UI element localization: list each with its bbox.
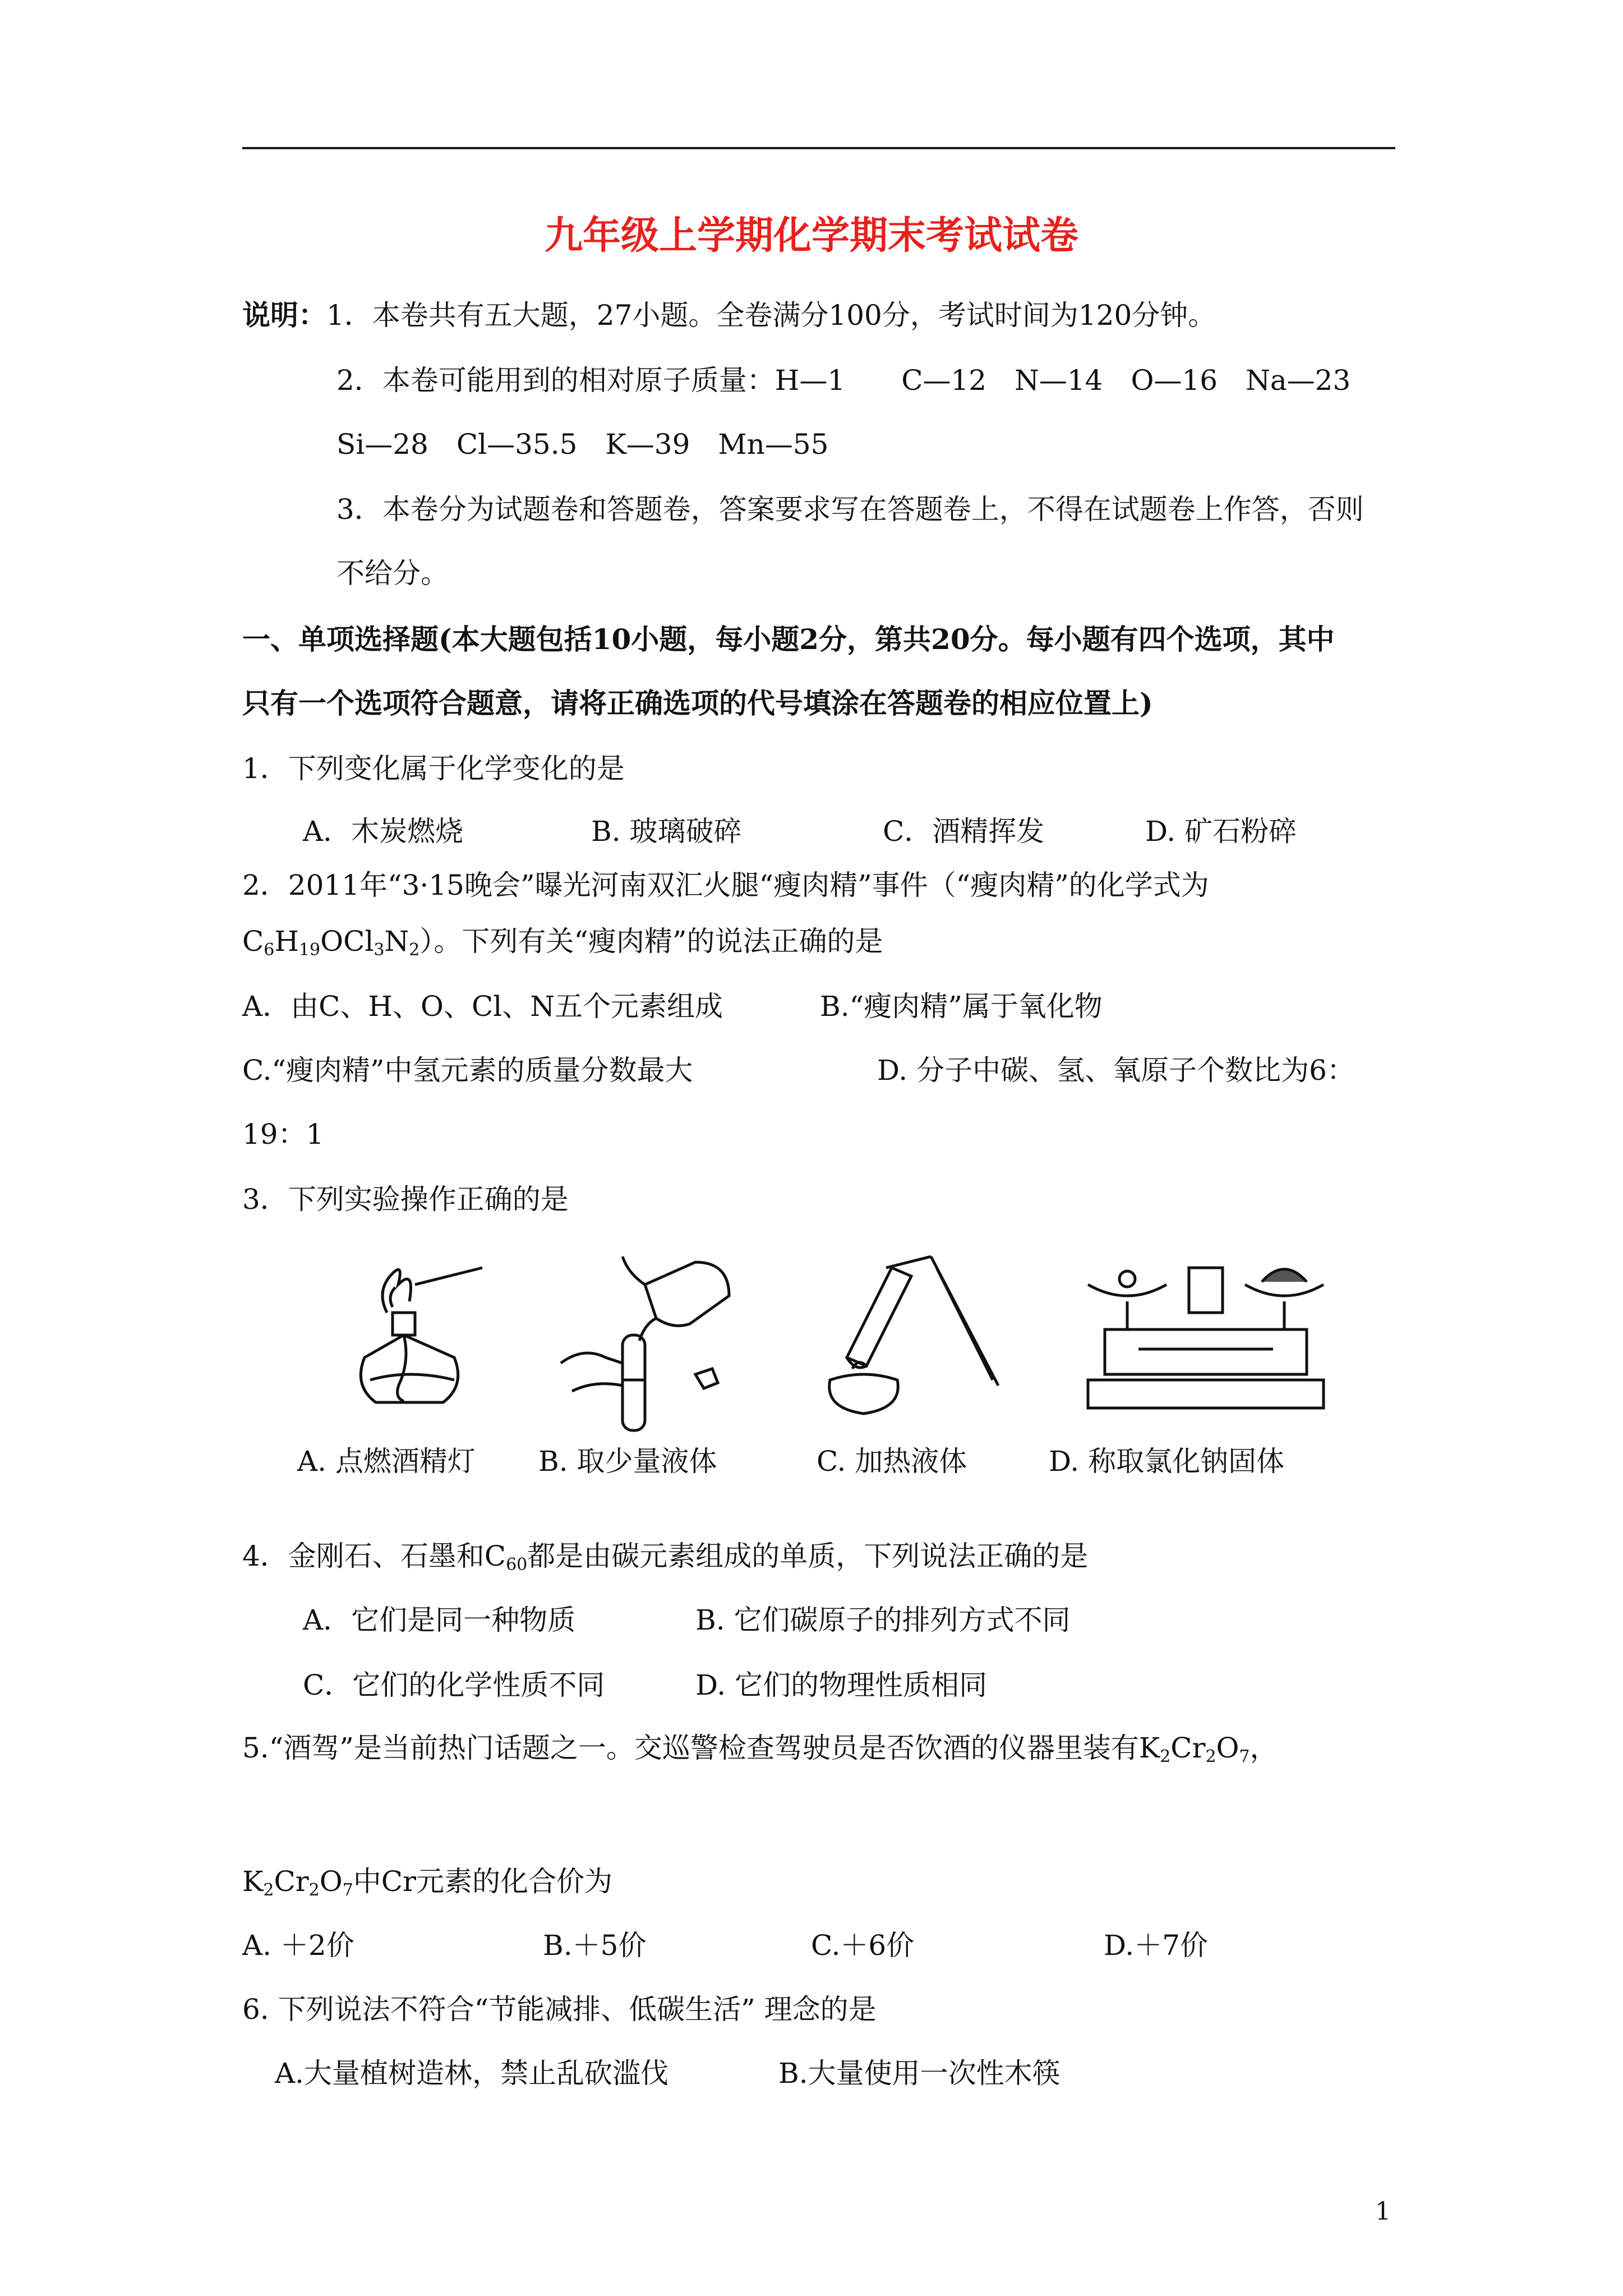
q6-option-b: B.大量使用一次性木筷 [778,2057,1061,2090]
balance-figure [1082,1251,1329,1419]
section-heading-line-2: 只有一个选项符合题意，请将正确选项的代号填涂在答题卷的相应位置上) [242,687,1153,720]
q2-option-a: A．由C、H、O、Cl、N五个元素组成 [242,990,723,1023]
note-2: 2．本卷可能用到的相对原子质量：H—1 C—12 N—14 O—16 Na—23 [336,364,1351,397]
q2-formula: $C_6H_{19}OCl_3N_2$ [242,925,420,960]
top-rule [242,147,1395,149]
note-3: 3．本卷分为试题卷和答题卷，答案要求写在答题卷上，不得在试题卷上作答，否则 [336,493,1364,526]
q5-formula: $K_2Cr_2O_7$ [1138,1732,1250,1766]
q5-stem-line-2: $K_2Cr_2O_7$中Cr元素的化合价为 [242,1865,612,1900]
q5-option-d: D.＋7价 [1104,1929,1209,1962]
q5-option-c: C.＋6价 [811,1929,915,1962]
note-1-text: 1．本卷共有五大题，27小题。全卷满分100分，考试时间为120分钟。 [326,299,1216,332]
q4-option-c: C．它们的化学性质不同 [303,1669,605,1701]
q3-option-b: B. 取少量液体 [538,1445,717,1478]
q2-option-d-continued: 19：1 [242,1118,324,1151]
note-2-continued: Si—28 Cl—35.5 K—39 Mn—55 [336,428,829,461]
q3-stem: 3．下列实验操作正确的是 [242,1183,569,1216]
q3-option-a: A. 点燃酒精灯 [297,1445,476,1478]
q1-option-a: A．木炭燃烧 [303,815,464,848]
q4-option-d: D. 它们的物理性质相同 [695,1669,988,1701]
q2-stem-line-2: $C_6H_{19}OCl_3N_2$）。下列有关“瘦肉精”的说法正确的是 [242,925,883,960]
q3-option-d: D. 称取氯化钠固体 [1049,1445,1285,1478]
q3-option-c: C. 加热液体 [817,1445,967,1478]
q1-option-b: B. 玻璃破碎 [591,815,742,848]
page-number: 1 [1375,2197,1391,2226]
q5-option-a: A. ＋2价 [242,1929,354,1962]
alcohol-lamp-figure [353,1251,488,1419]
q1-stem: 1．下列变化属于化学变化的是 [242,752,625,785]
q2-stem-line-1: 2．2011年“3·15晚会”曝光河南双汇火腿“瘦肉精”事件（“瘦肉精”的化学式为 [242,869,1209,901]
q4-option-a: A．它们是同一种物质 [303,1604,576,1636]
note-1 [242,298,1216,332]
q5-stem-line-1: 5.“酒驾”是当前热门话题之一。交巡警检查驾驶员是否饮酒的仪器里装有$K_2Cr_2O_7$， [242,1732,1278,1766]
q4-stem: 4．金刚石、石墨和$C_{60}$都是由碳元素组成的单质，下列说法正确的是 [242,1540,1089,1575]
q6-option-a: A.大量植树造林，禁止乱砍滥伐 [275,2057,669,2090]
q2-option-d: D. 分子中碳、氢、氧原子个数比为6： [877,1054,1355,1087]
q1-option-d: D. 矿石粉碎 [1145,815,1297,848]
note-3-continued: 不给分。 [336,557,449,590]
q2-option-c: C.“瘦肉精”中氢元素的质量分数最大 [242,1054,693,1087]
pour-liquid-figure [561,1251,740,1436]
section-heading-line-1: 一、单项选择题(本大题包括10小题，每小题2分，第共20分。每小题有四个选项，其中 [242,623,1335,656]
page-title: 九年级上学期化学期末考试试卷 [544,213,1078,258]
heat-liquid-figure [813,1251,1015,1419]
q4-option-b: B. 它们碳原子的排列方式不同 [695,1604,1071,1636]
note-lead: 说明： [242,298,326,332]
q5-option-b: B.＋5价 [543,1929,647,1962]
q2-option-b: B.“瘦肉精”属于氧化物 [820,990,1103,1023]
q1-option-c: C．酒精挥发 [883,815,1045,848]
q6-stem: 6. 下列说法不符合“节能减排、低碳生活” 理念的是 [242,1993,877,2026]
